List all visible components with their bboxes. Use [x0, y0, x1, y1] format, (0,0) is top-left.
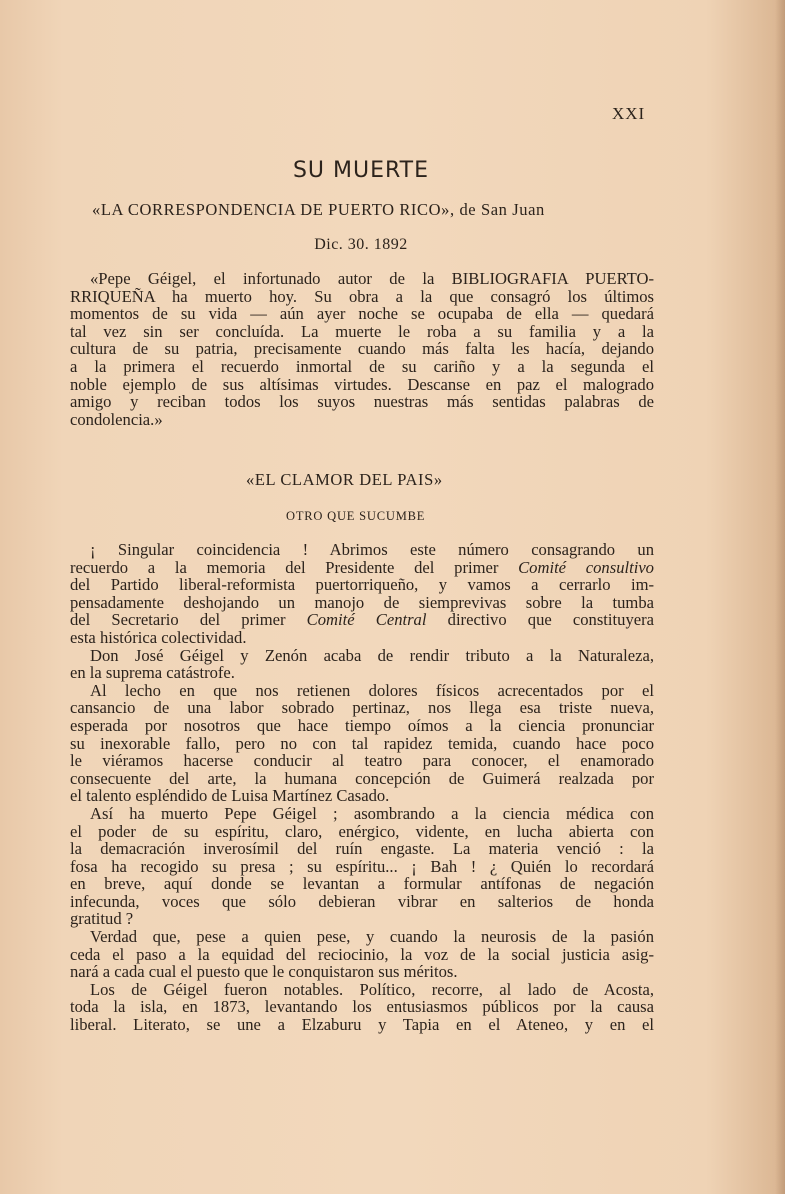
text-run: ¡ Singular coincidencia ! Abrimos este número consagrando un	[90, 540, 654, 559]
text-line: condolencia.»	[70, 409, 163, 429]
section-heading: «EL CLAMOR DEL PAIS»	[246, 470, 443, 489]
text-run: recuerdo a la memoria del Presidente del primer	[70, 557, 519, 577]
text-run: Los de Géigel fueron notables. Político, recorre, al lado de Acosta,	[90, 979, 654, 999]
text-line: «Pepe Géigel, el infortunado autor de la BIBLIOGRAFIA PUERTO-	[90, 269, 654, 288]
text-run: Verdad que, pese a quien pese, y cuando la neurosis de la pasión	[90, 927, 654, 947]
text-line: momentos de su vida — aún ayer noche se ocupaba de ella — quedará	[70, 304, 654, 324]
text-line	[70, 682, 654, 700]
text-line: noble ejemplo de sus altísimas virtudes. Descanse en paz el malogrado	[70, 374, 654, 394]
italic-run: Comité Central	[306, 610, 427, 630]
text-run: su inexorable fallo, pero no con tal rapidez temida, cuando hace poco	[70, 733, 654, 753]
quote-paragraph	[70, 270, 654, 428]
text-line	[70, 946, 654, 964]
text-run: cansancio de una labor sobrado pertinaz, nos llega esa triste nueva,	[70, 698, 654, 718]
page-edge-shadow	[775, 0, 785, 1194]
page-title: SU MUERTE	[292, 158, 430, 183]
text-run: el talento espléndido de Luisa Martínez Casado.	[70, 786, 390, 806]
text-run: infecunda, voces que sólo debieran vibrar en salterios de honda	[70, 891, 654, 911]
text-line	[70, 805, 654, 823]
text-run: Al lecho en que nos retienen dolores físicos acrecentados por el	[90, 680, 654, 700]
date-line: Dic. 30. 1892	[314, 236, 408, 253]
text-line	[70, 629, 654, 647]
text-line	[70, 647, 654, 665]
text-line	[70, 787, 654, 805]
text-line	[70, 928, 654, 946]
text-line	[70, 594, 654, 612]
text-line	[70, 717, 654, 735]
text-run: le viéramos hacerse conducir al teatro para conocer, el enamorado	[70, 751, 654, 771]
italic-run: Comité consultivo	[518, 557, 654, 577]
text-run: pensadamente deshojando un manojo de siemprevivas sobre la tumba	[70, 592, 654, 612]
text-line	[70, 770, 654, 788]
text-run: del Partido liberal-reformista puertorriqueño, y vamos a cerrarlo im-	[70, 575, 654, 595]
text-line	[70, 664, 654, 682]
text-line	[70, 1016, 654, 1034]
text-line	[70, 611, 654, 629]
text-run: nará a cada cual el puesto que le conquistaron sus méritos.	[70, 962, 458, 982]
source-line: «LA CORRESPONDENCIA DE PUERTO RICO», de San Juan	[92, 200, 545, 219]
text-run: en la suprema catástrofe.	[70, 663, 235, 683]
text-line	[70, 981, 654, 999]
text-run: Don José Géigel y Zenón acaba de rendir tributo a la Naturaleza,	[90, 645, 654, 665]
text-line	[70, 752, 654, 770]
text-run: el poder de su espíritu, claro, enérgico, vidente, en lucha abierta con	[70, 821, 654, 841]
text-run: esperada por nosotros que hace tiempo oímos a la ciencia pronunciar	[70, 715, 654, 735]
text-line	[70, 823, 654, 841]
text-run: liberal. Literato, se une a Elzaburu y Tapia en el Ateneo, y en el	[70, 1015, 654, 1035]
text-line	[70, 910, 654, 928]
sub-heading: OTRO QUE SUCUMBE	[286, 509, 426, 523]
text-line	[70, 998, 654, 1016]
text-run: del Secretario del primer	[70, 610, 307, 630]
text-line	[70, 858, 654, 876]
text-run: consecuente del arte, la humana concepción de Guimerá realzada por	[70, 768, 654, 788]
text-run: toda la isla, en 1873, levantando los entusiasmos públicos por la causa	[70, 997, 654, 1017]
text-run: directivo que constituyera	[426, 610, 654, 630]
text-line	[70, 735, 654, 753]
page-number: XXI	[612, 104, 646, 123]
text-run: esta histórica colectividad.	[70, 627, 247, 647]
text-line: amigo y reciban todos los suyos nuestras más sentidas palabras de	[70, 392, 654, 412]
text-run: fosa ha recogido su presa ; su espíritu... ¡ Bah ! ¿ Quién lo recordará	[70, 856, 654, 876]
text-run: la demacración inverosímil del ruín engaste. La materia venció : la	[70, 839, 654, 859]
text-line	[70, 875, 654, 893]
text-line: tal vez sin ser concluída. La muerte le roba a su familia y a la	[70, 321, 654, 341]
text-line	[70, 963, 654, 981]
text-line: cultura de su patria, precisamente cuando más falta les hacía, dejando	[70, 339, 654, 359]
text-line	[70, 559, 654, 577]
text-run: en breve, aquí donde se levantan a formular antífonas de negación	[70, 874, 654, 894]
text-line: a la primera el recuerdo inmortal de su cariño y a la segunda el	[70, 356, 654, 376]
text-run: ceda el paso a la equidad del reciocinio, la voz de la social justicia asig-	[70, 944, 654, 964]
text-line	[70, 576, 654, 594]
text-line	[70, 840, 654, 858]
text-run: Así ha muerto Pepe Géigel ; asombrando a la ciencia médica con	[90, 803, 654, 823]
text-run: gratitud ?	[70, 909, 134, 929]
text-line	[70, 699, 654, 717]
text-line	[70, 541, 654, 559]
article-body	[70, 541, 654, 1034]
text-line: RRIQUEÑA ha muerto hoy. Su obra a la que consagró los últimos	[70, 286, 654, 306]
text-line	[70, 893, 654, 911]
